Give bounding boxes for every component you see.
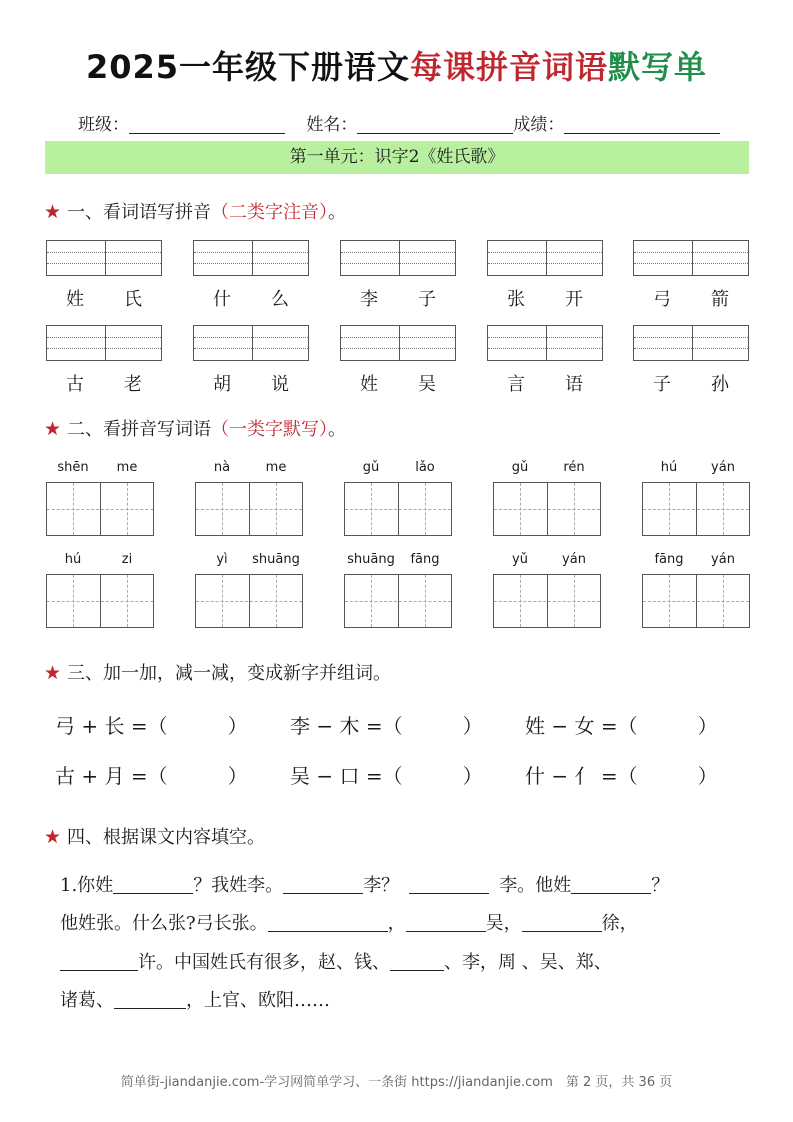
unit-banner: 第一单元：识字2《姓氏歌》 — [45, 141, 749, 174]
pinyin-syllable: yán — [711, 552, 735, 567]
hanzi-char: 子 — [653, 374, 671, 395]
equation[interactable]: 弓 + 长 =（ ） — [55, 714, 248, 738]
class-label: 班级： — [78, 115, 129, 135]
student-info-line — [78, 110, 720, 135]
equation[interactable]: 李 − 木 =（ ） — [290, 714, 483, 738]
section-2-note: （一类字默写） — [211, 419, 329, 440]
blank-field[interactable] — [114, 990, 186, 1009]
score-label: 成绩： — [513, 115, 565, 135]
blank-field[interactable] — [283, 875, 363, 894]
pinyin-syllable: me — [116, 460, 138, 475]
hanzi-char: 弓 — [653, 289, 671, 310]
section-2-end: 。 — [328, 419, 347, 440]
hanzi-char: 胡 — [213, 374, 231, 395]
word-characters — [633, 370, 749, 396]
text: ，上官、欧阳…… — [186, 990, 330, 1011]
pinyin-syllable: me — [265, 460, 287, 475]
fill-line-1 — [60, 871, 740, 897]
tianzige-grid[interactable] — [493, 482, 601, 536]
pinyin-syllable: shuāng — [252, 552, 300, 567]
hanzi-char: 李 — [360, 289, 378, 310]
hanzi-char: 开 — [565, 289, 583, 310]
pinyin-syllable: fāng — [410, 552, 440, 567]
word-characters — [193, 370, 309, 396]
star-icon: ★ — [44, 201, 62, 223]
pinyin-pair — [344, 460, 452, 478]
fill-line-3 — [60, 948, 740, 974]
pinyin-syllable: nà — [213, 460, 231, 475]
text: 李。他姓 — [499, 875, 572, 896]
section-1-header — [44, 198, 346, 224]
pinyin-syllable: shuāng — [347, 552, 395, 567]
pinyin-pair — [344, 552, 452, 570]
pinyin-pair — [195, 552, 303, 570]
hanzi-char: 么 — [271, 289, 289, 310]
star-icon: ★ — [44, 826, 62, 848]
equation[interactable]: 姓 − 女 =（ ） — [525, 714, 718, 738]
hanzi-char: 老 — [124, 374, 142, 395]
pinyin-pair — [642, 460, 750, 478]
pinyin-syllable: rén — [563, 460, 585, 475]
hanzi-char: 说 — [271, 374, 289, 395]
blank-field[interactable] — [571, 875, 651, 894]
tianzige-grid[interactable] — [493, 574, 601, 628]
word-characters — [193, 285, 309, 311]
section-2-header — [44, 415, 346, 441]
tianzige-grid[interactable] — [46, 574, 154, 628]
text: ？ — [651, 875, 670, 896]
hanzi-char: 子 — [418, 289, 436, 310]
page-title — [0, 42, 793, 88]
pinyin-pair — [642, 552, 750, 570]
word-characters — [487, 285, 603, 311]
pinyin-syllable: gǔ — [511, 460, 529, 475]
page-footer: 简单街-jiandanjie.com-学习网简单学习、一条街 https://jiandanjie.com 第 2 页，共 36 页 — [120, 1075, 673, 1090]
hanzi-char: 语 — [565, 374, 583, 395]
section-1-title: 一、看词语写拼音 — [67, 202, 212, 223]
word-characters — [340, 285, 456, 311]
hanzi-char: 箭 — [711, 289, 729, 310]
hanzi-char: 吴 — [418, 374, 436, 395]
pinyin-syllable: hú — [64, 552, 82, 567]
blank-field[interactable] — [390, 952, 444, 971]
pinyin-syllable: hú — [660, 460, 678, 475]
pinyin-pair — [195, 460, 303, 478]
text: 许。中国姓氏有很多，赵、钱、 — [138, 952, 390, 973]
word-characters — [46, 285, 162, 311]
equation[interactable]: 吴 − 口 =（ ） — [290, 764, 483, 788]
pinyin-syllable: yán — [562, 552, 586, 567]
pinyin-pair — [46, 460, 154, 478]
pinyin-syllable: fāng — [654, 552, 684, 567]
pinyin-writing-box[interactable] — [633, 325, 749, 361]
pinyin-writing-box[interactable] — [46, 325, 162, 361]
pinyin-syllable: yán — [711, 460, 735, 475]
blank-field[interactable] — [268, 913, 388, 932]
hanzi-char: 古 — [66, 374, 84, 395]
blank-field[interactable] — [409, 875, 489, 894]
pinyin-pair — [493, 460, 601, 478]
score-field[interactable] — [564, 115, 720, 134]
pinyin-syllable: yì — [216, 552, 228, 567]
text: 李？ — [363, 875, 400, 896]
fill-line-2 — [60, 909, 740, 935]
hanzi-char: 孙 — [711, 374, 729, 395]
blank-field[interactable] — [406, 913, 486, 932]
text: 诸葛、 — [60, 990, 114, 1011]
pinyin-writing-box[interactable] — [487, 325, 603, 361]
section-2-title: 二、看拼音写词语 — [67, 419, 212, 440]
star-icon: ★ — [44, 418, 62, 440]
tianzige-grid[interactable] — [344, 482, 452, 536]
tianzige-grid[interactable] — [344, 574, 452, 628]
section-3-title: 三、加一加，减一减，变成新字并组词。 — [67, 663, 392, 684]
pinyin-writing-box[interactable] — [487, 240, 603, 276]
pinyin-pair — [46, 552, 154, 570]
tianzige-grid[interactable] — [46, 482, 154, 536]
title-part-3: 默写单 — [608, 48, 708, 86]
hanzi-char: 什 — [213, 289, 231, 310]
blank-field[interactable] — [522, 913, 602, 932]
class-field[interactable] — [129, 115, 285, 134]
text: ？我姓李。 — [193, 875, 284, 896]
tianzige-grid[interactable] — [642, 482, 750, 536]
name-label: 姓名： — [306, 115, 358, 135]
word-characters — [46, 370, 162, 396]
text: 他姓张。什么张?弓长张。 — [60, 913, 268, 934]
hanzi-char: 姓 — [66, 289, 84, 310]
title-part-1: 2025一年级下册语文 — [85, 48, 411, 86]
fill-line-4 — [60, 986, 740, 1012]
hanzi-char: 姓 — [360, 374, 378, 395]
word-characters — [487, 370, 603, 396]
word-characters — [340, 370, 456, 396]
section-4-title: 四、根据课文内容填空。 — [67, 827, 266, 848]
pinyin-writing-box[interactable] — [340, 240, 456, 276]
section-3-header — [44, 659, 391, 685]
pinyin-writing-box[interactable] — [46, 240, 162, 276]
text: 1.你姓 — [60, 875, 114, 896]
pinyin-syllable: zi — [121, 552, 133, 567]
text: 、李，周 、吴、郑、 — [444, 952, 612, 973]
section-1-note: （二类字注音） — [211, 202, 329, 223]
hanzi-char: 张 — [507, 289, 525, 310]
star-icon: ★ — [44, 662, 62, 684]
text: 吴， — [485, 913, 522, 934]
tianzige-grid[interactable] — [195, 574, 303, 628]
tianzige-grid[interactable] — [195, 482, 303, 536]
pinyin-writing-box[interactable] — [193, 325, 309, 361]
hanzi-char: 言 — [507, 374, 525, 395]
name-field[interactable] — [357, 115, 513, 134]
pinyin-syllable: gǔ — [362, 460, 380, 475]
pinyin-writing-box[interactable] — [340, 325, 456, 361]
pinyin-writing-box[interactable] — [193, 240, 309, 276]
text: 徐， — [601, 913, 638, 934]
title-part-2: 每课拼音词语 — [410, 48, 609, 86]
hanzi-char: 氏 — [124, 289, 142, 310]
pinyin-writing-box[interactable] — [633, 240, 749, 276]
pinyin-syllable: lǎo — [415, 460, 435, 475]
pinyin-pair — [493, 552, 601, 570]
pinyin-syllable: shēn — [57, 460, 89, 475]
blank-field[interactable] — [60, 952, 138, 971]
text: ， — [387, 913, 406, 934]
tianzige-grid[interactable] — [642, 574, 750, 628]
section-4-header — [44, 823, 265, 849]
equation[interactable]: 古 + 月 =（ ） — [55, 764, 248, 788]
section-1-end: 。 — [328, 202, 347, 223]
pinyin-syllable: yǔ — [512, 552, 528, 567]
equation[interactable]: 什 − 亻 =（ ） — [525, 764, 718, 788]
blank-field[interactable] — [113, 875, 193, 894]
word-characters — [633, 285, 749, 311]
